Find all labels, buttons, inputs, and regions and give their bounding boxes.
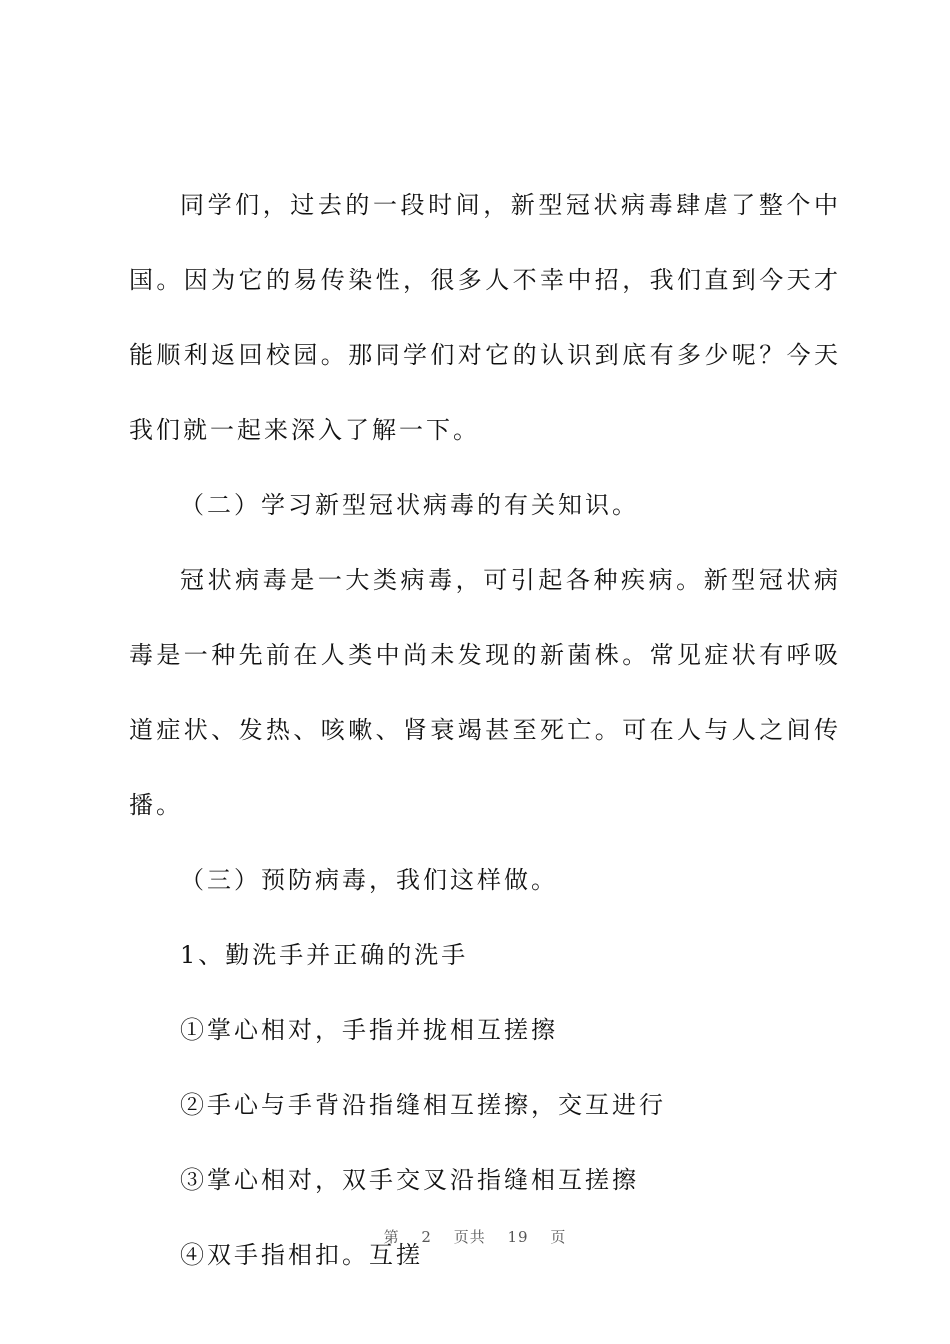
list-item-step-3: ③掌心相对，双手交叉沿指缝相互搓擦 [180, 1166, 639, 1194]
footer-prefix: 第 [383, 1228, 400, 1246]
list-item-step-2: ②手心与手背沿指缝相互搓擦，交互进行 [180, 1091, 666, 1119]
document-body [129, 168, 841, 1293]
section-heading-2: （二）学习新型冠状病毒的有关知识。 [180, 491, 639, 519]
footer-page-number: 2 [421, 1228, 432, 1246]
footer-suffix: 页 [550, 1228, 567, 1246]
paragraph-virus-knowledge: 冠状病毒是一大类病毒，可引起各种疾病。新型冠状病毒是一种先前在人类中尚未发现的新菌株。常见症状有呼吸道症状、发热、咳嗽、肾衰竭甚至死亡。可在人与人之间传播。 [129, 566, 841, 819]
paragraph-intro: 同学们，过去的一段时间，新型冠状病毒肆虐了整个中国。因为它的易传染性，很多人不幸中招，我们直到今天才能顺利返回校园。那同学们对它的认识到底有多少呢？今天我们就一起来深入了解一下。 [129, 191, 841, 444]
page-footer [0, 1226, 950, 1247]
list-item-step-1: ①掌心相对，手指并拢相互搓擦 [180, 1016, 558, 1044]
list-item-handwashing: 1、勤洗手并正确的洗手 [180, 941, 469, 969]
footer-total-pages: 19 [507, 1228, 529, 1246]
section-heading-3: （三）预防病毒，我们这样做。 [180, 866, 558, 894]
footer-middle: 页共 [453, 1228, 486, 1246]
list-item-step-4: ④双手指相扣。互搓 [180, 1241, 423, 1269]
